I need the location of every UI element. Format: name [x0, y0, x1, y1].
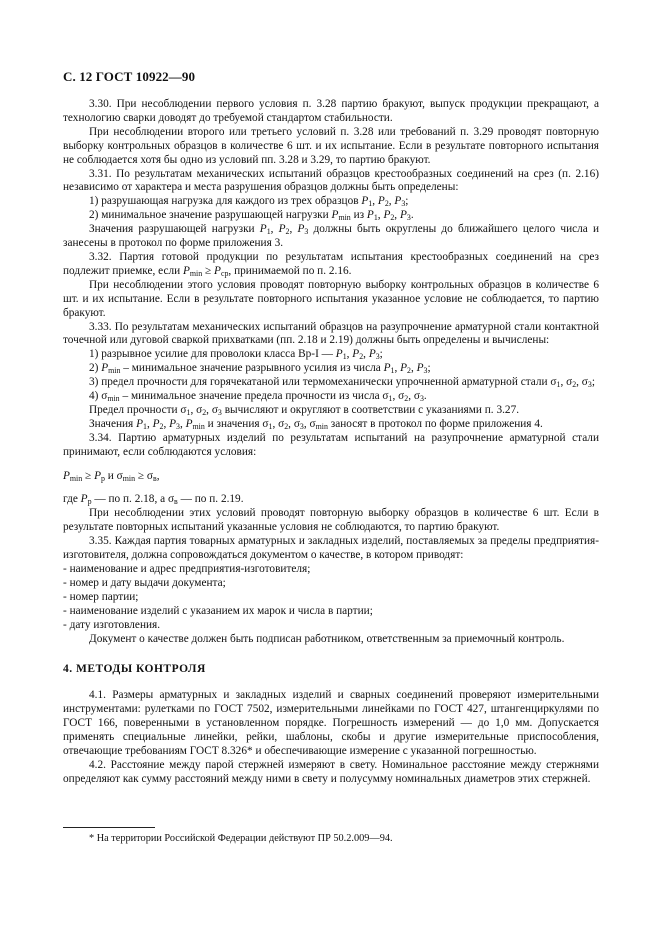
paragraph: Документ о качестве должен быть подписан работником, ответственным за приемочный контроль.: [89, 632, 565, 645]
paragraph: 1) разрушающая нагрузка для каждого из трех образцов $P_1$, $P_2$, $P_3$;: [89, 195, 409, 209]
paragraph: 3.34. Партию арматурных изделий по результатам испытаний на разупрочнение арматурной стали принимают, если соблюдаются условия:: [63, 431, 599, 458]
document-body: [63, 98, 599, 787]
paragraph: Значения разрушающей нагрузки $P_1$, $P_2$, $P_3$ должны быть округлены до ближайшего целого числа и занесены в протокол по форме приложения 3.: [63, 223, 599, 250]
list-item: - наименование изделий с указанием их марок и числа в партии;: [63, 604, 373, 617]
section-title: 4. МЕТОДЫ КОНТРОЛЯ: [63, 663, 206, 676]
paragraph: 2) минимальное значение разрушающей нагрузки $P_{min}$ из $P_1$, $P_2$, $P_3$.: [89, 209, 414, 223]
footnote-divider: [63, 827, 155, 828]
formula: $P_{min} \ge P_р$ и $\sigma_{min} \ge \sigma_в$,: [63, 469, 160, 483]
paragraph: 3.31. По результатам механических испытаний образцов крестообразных соединений на срез (п. 2.16) независимо от характера и места разрушения образцов должны быть определены:: [63, 167, 599, 194]
paragraph: 3.33. По результатам механических испытаний образцов на разупрочнение арматурной стали контактной точечной или дуговой сваркой прихватками (пп. 2.18 и 2.19) должны быть определены и вычислены:: [63, 320, 599, 347]
paragraph: 3.30. При несоблюдении первого условия п. 3.28 партию бракуют, выпуск продукции прекращают, а технологию сварки доводят до требуемой стандартом стабильности.: [63, 98, 599, 124]
paragraph: 2) $P_{min}$ – минимальное значение разрывного усилия из числа $P_1$, $P_2$, $P_3$;: [89, 362, 431, 376]
paragraph: 4) $\sigma_{min}$ – минимальное значение предела прочности из числа $\sigma_1$, $\sigma_2$, $\sigma_3$.: [89, 390, 427, 404]
list-item: - номер партии;: [63, 590, 139, 603]
paragraph: 3) предел прочности для горячекатаной или термомеханически упрочненной арматурной стали $\sigma_1$, $\sigma_2$, $\sigma_3$;: [89, 376, 595, 390]
paragraph: При несоблюдении второго или третьего условий п. 3.28 или требований п. 3.29 проводят повторную выборку контрольных образцов в количестве 6 шт. и их испытание. Если в результате повторного испытания не соблюдается хотя бы одно из условий пп. 3.28 и 3.29, то партию бракуют.: [63, 125, 599, 166]
paragraph: 1) разрывное усилие для проволоки класса Вр-I — $P_1$, $P_2$, $P_3$;: [89, 348, 383, 362]
paragraph: Значения $P_1$, $P_2$, $P_3$, $P_{min}$ и значения $\sigma_1$, $\sigma_2$, $\sigma_3$, $\sigma_{min}$ заносят в протокол по форме приложения 4.: [89, 417, 543, 431]
paragraph: При несоблюдении этих условий проводят повторную выборку образцов в количестве 6 шт. Если в результате повторных испытаний указанные условия не соблюдаются, то партию бракуют.: [63, 507, 599, 534]
list-item: - номер и дату выдачи документа;: [63, 576, 226, 589]
paragraph: Предел прочности $\sigma_1$, $\sigma_2$, $\sigma_3$ вычисляют и округляют в соответствии с указаниями п. 3.27.: [89, 403, 520, 417]
paragraph: 4.1. Размеры арматурных и закладных изделий и сварных соединений проверяют измерительными инструментами: рулетками по ГОСТ 7502, измерительными линейками по ГОСТ 427, штангенциркулями по ГОСТ 166, поверенными в установленном порядке. Погрешность измерений — до 1,0 мм. Допускается применять специальные линейки, рейки, шаблоны, скобы и другие измерительные приспособления, отвечающие требованиям ГОСТ 8.326* и обеспечивающие измерение с указанной погрешностью.: [63, 689, 599, 757]
paragraph: При несоблюдении этого условия проводят повторную выборку контрольных образцов в количестве 6 шт. и их испытание. Если в результате повторного испытания указанное условие не соблюдается, то партию бракуют.: [63, 278, 599, 319]
list-item: - наименование и адрес предприятия-изготовителя;: [63, 563, 311, 575]
footnote: * На территории Российской Федерации действуют ПР 50.2.009—94.: [89, 833, 393, 844]
page-header: С. 12 ГОСТ 10922—90: [63, 69, 196, 84]
paragraph: где $P_р$ — по п. 2.18, а $\sigma_в$ — по п. 2.19.: [63, 493, 244, 507]
paragraph: 4.2. Расстояние между парой стержней измеряют в свету. Номинальное расстояние между стержнями определяют как сумму расстояний между ними в свету и полусумму номинальных диаметров этих стержней.: [63, 758, 599, 785]
list-item: - дату изготовления.: [63, 618, 161, 631]
paragraph: 3.32. Партия готовой продукции по результатам испытания крестообразных соединений на срез подлежит приемке, если $P_{min} \ge P_{ср}$, принимаемой по п. 2.16.: [63, 250, 599, 278]
paragraph: 3.35. Каждая партия товарных арматурных и закладных изделий, поставляемых за пределы предприятия-изготовителя, должна сопровождаться документом о качестве, в котором приводят:: [63, 535, 599, 562]
